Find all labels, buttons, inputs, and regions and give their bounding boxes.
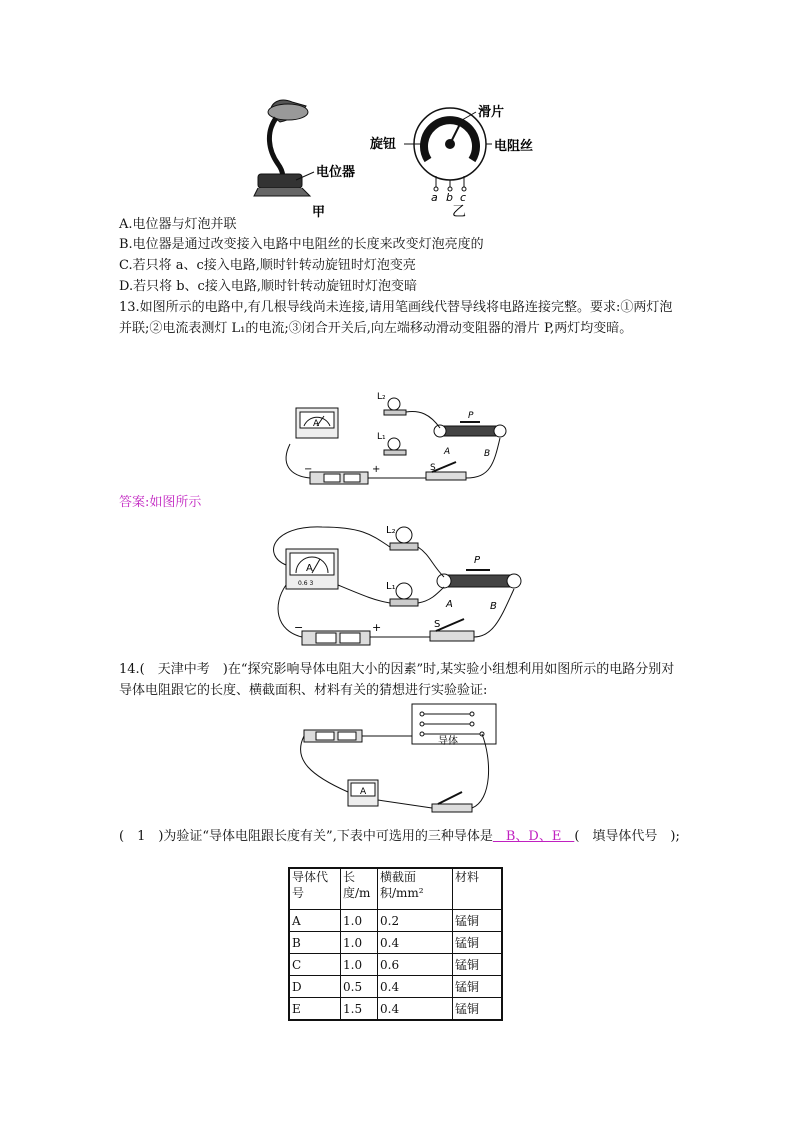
question-14-text: 14.( 天津中考 )在“探究影响导体电阻大小的因素”时,某实验小组想利用如图所示的电路分别对导体电阻跟它的长度、横截面积、材料有关的猜想进行实验验证: xyxy=(119,662,675,698)
label-s: S xyxy=(434,619,441,630)
table-cell: 锰铜 xyxy=(453,954,503,976)
table-cell: 0.4 xyxy=(378,998,453,1021)
label-plus: + xyxy=(372,621,382,634)
label-scale: 0.6 3 xyxy=(298,580,314,587)
sub1-suffix: ( 填导体代号 ); xyxy=(574,829,680,844)
caption-jia: 甲 xyxy=(312,205,326,220)
label-p: P xyxy=(468,411,474,421)
label-potentiometer: 电位器 xyxy=(316,165,356,180)
sub1-answer: B、D、E xyxy=(492,829,575,844)
caption-yi: 乙 xyxy=(452,204,466,220)
figure-potentiometer xyxy=(240,92,560,220)
label-s: S xyxy=(430,463,436,473)
table-cell: 锰铜 xyxy=(453,998,503,1021)
label-knob: 旋钮 xyxy=(370,137,397,152)
potentiometer-drawing xyxy=(404,108,492,191)
label-l1: L₁ xyxy=(377,432,386,442)
label-l2: L₂ xyxy=(386,525,396,536)
option-a: A.电位器与灯泡并联 xyxy=(119,217,237,232)
label-p: P xyxy=(474,555,481,566)
table-cell: A xyxy=(289,910,341,932)
table-header-row xyxy=(289,868,502,910)
label-a: A xyxy=(444,447,451,457)
terminal-b: b xyxy=(446,191,453,204)
table-cell: 锰铜 xyxy=(453,976,503,998)
terminal-a: a xyxy=(431,191,438,204)
terminal-c: c xyxy=(460,191,467,204)
table-cell: 0.4 xyxy=(378,932,453,954)
desk-lamp-drawing xyxy=(254,100,314,196)
table-row xyxy=(289,954,502,976)
table-cell: 0.6 xyxy=(378,954,453,976)
label-ammeter: A xyxy=(306,563,313,574)
table-row xyxy=(289,998,502,1021)
label-ammeter: A xyxy=(313,419,320,429)
label-resistance-wire: 电阻丝 xyxy=(494,139,534,154)
table-cell: B xyxy=(289,932,341,954)
option-b: B.电位器是通过改变接入电路中电阻丝的长度来改变灯泡亮度的 xyxy=(119,237,484,252)
header-length: 长度/m xyxy=(341,868,378,910)
table-row xyxy=(289,976,502,998)
header-area: 横截面积/mm² xyxy=(378,868,453,910)
table-cell: E xyxy=(289,998,341,1021)
figure-circuit-unconnected xyxy=(280,384,528,496)
label-a: A xyxy=(446,599,453,610)
table-row xyxy=(289,932,502,954)
figure-circuit-connected xyxy=(262,515,530,651)
sub1-prefix: ( 1 )为验证“导体电阻跟长度有关”,下表中可选用的三种导体是 xyxy=(119,829,493,844)
question-13-text: 13.如图所示的电路中,有几根导线尚未连接,请用笔画线代替导线将电路连接完整。要求:①两灯泡并联;②电流表测灯 L₁的电流;③闭合开关后,向左端移动滑动变阻器的滑片 P,两灯均变暗。 xyxy=(119,300,673,336)
table-cell: 0.5 xyxy=(341,976,378,998)
table-row xyxy=(289,910,502,932)
question-14-sub1 xyxy=(119,826,681,847)
label-slider: 滑片 xyxy=(478,105,505,120)
label-conductor: 导体 xyxy=(438,736,458,747)
answer-13: 答案:如图所示 xyxy=(119,495,202,510)
label-b: B xyxy=(490,601,497,612)
table-cell: 1.0 xyxy=(341,954,378,976)
table-cell: D xyxy=(289,976,341,998)
figure-conductor-circuit xyxy=(292,700,504,820)
label-ammeter: A xyxy=(360,787,367,797)
table-cell: 0.2 xyxy=(378,910,453,932)
table-cell: 0.4 xyxy=(378,976,453,998)
label-b: B xyxy=(484,449,491,459)
label-l1: L₁ xyxy=(386,581,396,592)
table-cell: 1.5 xyxy=(341,998,378,1021)
header-code: 导体代号 xyxy=(289,868,341,910)
label-plus: + xyxy=(372,464,381,475)
table-cell: C xyxy=(289,954,341,976)
table-cell: 1.0 xyxy=(341,932,378,954)
table-cell: 1.0 xyxy=(341,910,378,932)
option-c: C.若只将 a、c接入电路,顺时针转动旋钮时灯泡变亮 xyxy=(119,258,416,273)
label-minus: − xyxy=(294,621,304,634)
option-d: D.若只将 b、c接入电路,顺时针转动旋钮时灯泡变暗 xyxy=(119,279,417,294)
conductor-table xyxy=(288,867,503,1021)
label-l2: L₂ xyxy=(377,392,386,402)
header-material: 材料 xyxy=(453,868,503,910)
table-cell: 锰铜 xyxy=(453,910,503,932)
label-minus: − xyxy=(304,464,313,475)
table-cell: 锰铜 xyxy=(453,932,503,954)
